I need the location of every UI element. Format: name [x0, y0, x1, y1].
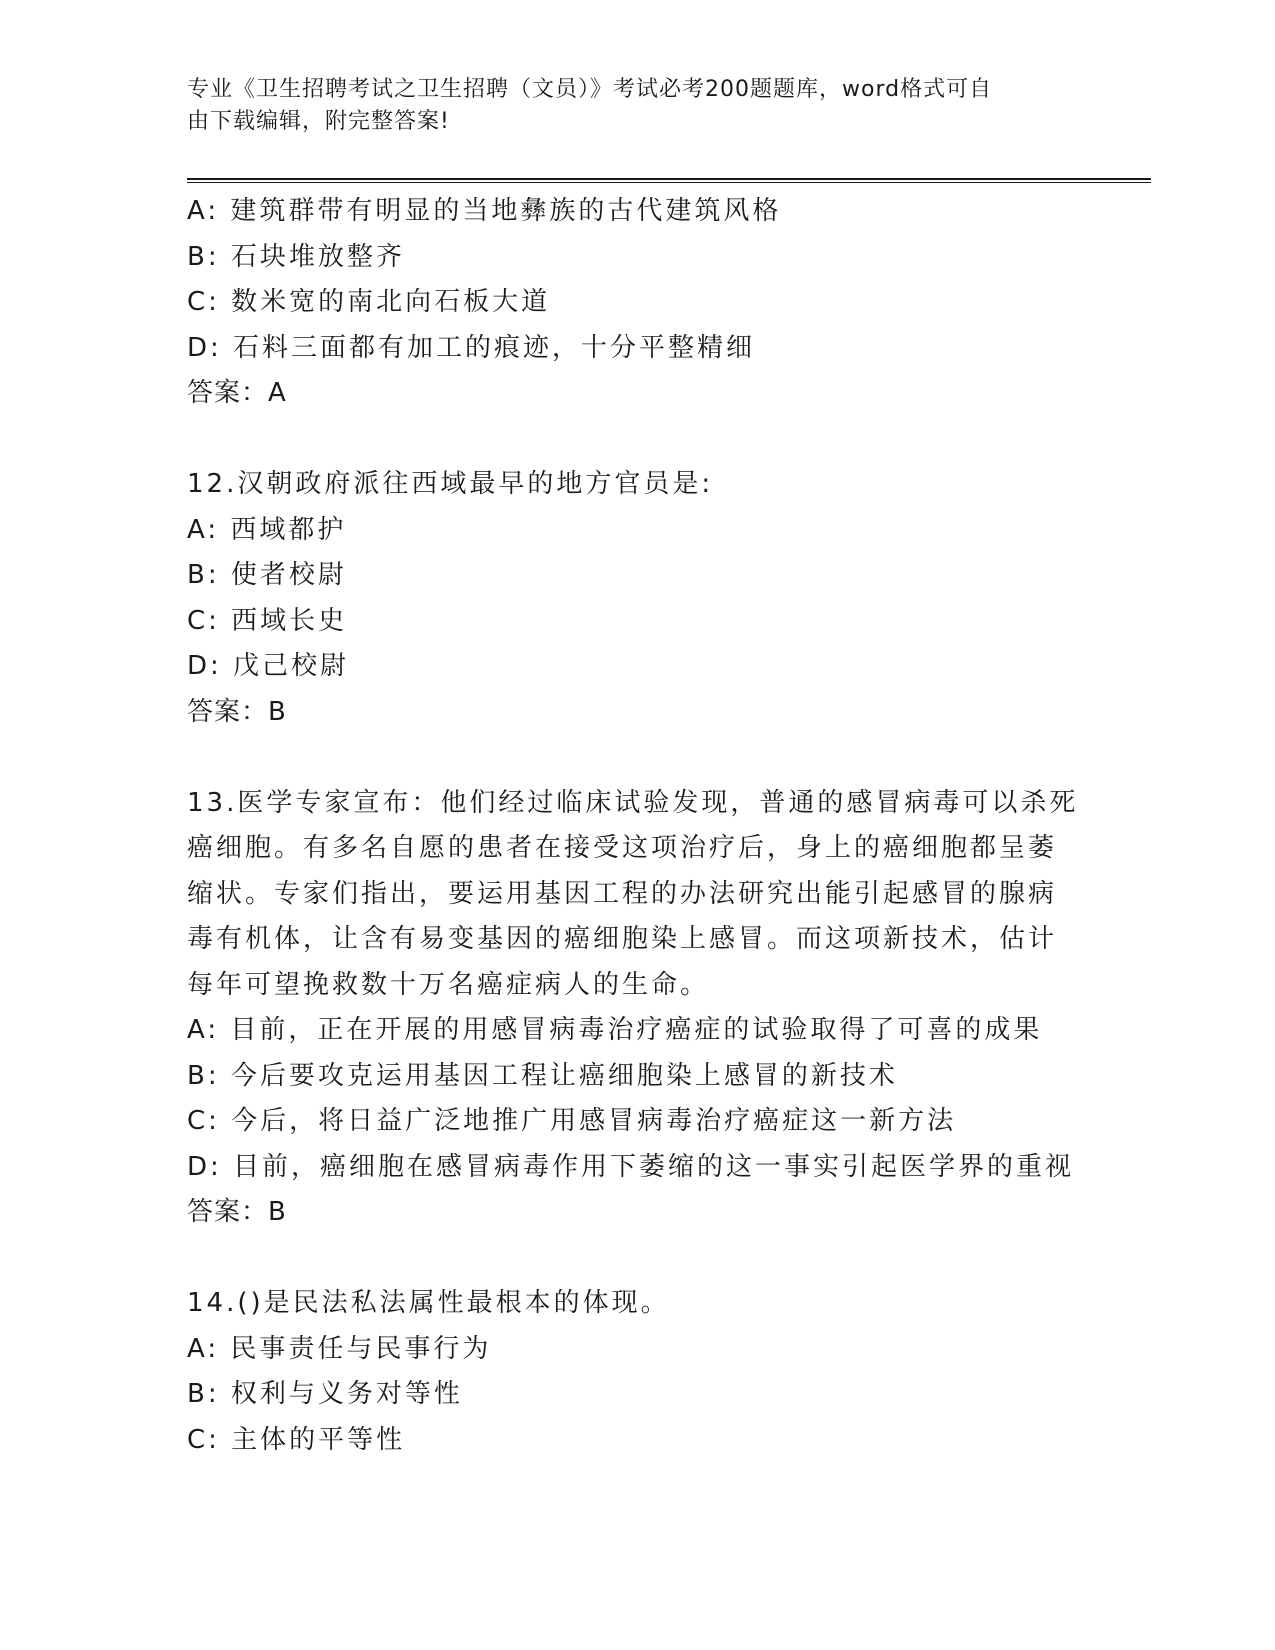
question-stem-line: 癌细胞。有多名自愿的患者在接受这项治疗后，身上的癌细胞都呈萎	[187, 833, 1058, 863]
option-a: A: 建筑群带有明显的当地彝族的古代建筑风格	[187, 196, 782, 226]
option-d: D: 目前，癌细胞在感冒病毒作用下萎缩的这一事实引起医学界的重视	[187, 1151, 1075, 1182]
question-stem: 12.汉朝政府派往西域最早的地方官员是:	[187, 469, 714, 499]
question-14	[187, 1281, 1087, 1463]
spacer	[187, 735, 1087, 781]
option-b: B: 使者校尉	[187, 560, 347, 590]
question-stem-line: 毒有机体，让含有易变基因的癌细胞染上感冒。而这项新技术，估计	[187, 924, 1058, 954]
option-c: C: 主体的平等性	[187, 1424, 406, 1455]
option-d: D: 石料三面都有加工的痕迹，十分平整精细	[187, 332, 756, 363]
answer: 答案：B	[187, 1197, 287, 1227]
header-line-2: 由下载编辑，附完整答案!	[187, 109, 450, 134]
document-header	[187, 74, 1067, 138]
question-11	[187, 189, 1087, 417]
question-12	[187, 462, 1087, 735]
question-stem-line: 缩状。专家们指出，要运用基因工程的办法研究出能引起感冒的腺病	[187, 878, 1058, 909]
option-b: B: 权利与义务对等性	[187, 1379, 463, 1409]
question-stem: 14.()是民法私法属性最根本的体现。	[187, 1288, 670, 1318]
answer: 答案：A	[187, 378, 287, 408]
question-list	[187, 189, 1087, 1463]
option-c: C: 西域长史	[187, 605, 348, 636]
header-line-1: 专业《卫生招聘考试之卫生招聘（文员）》考试必考200题题库，word格式可自	[187, 77, 993, 102]
option-a: A: 民事责任与民事行为	[187, 1333, 492, 1364]
option-a: A: 西域都护	[187, 514, 347, 545]
header-divider	[187, 178, 1151, 183]
spacer	[187, 417, 1087, 463]
answer: 答案：B	[187, 696, 287, 727]
spacer	[187, 1236, 1087, 1282]
option-d: D: 戊己校尉	[187, 651, 350, 681]
option-c: C: 今后，将日益广泛地推广用感冒病毒治疗癌症这一新方法	[187, 1106, 957, 1136]
option-b: B: 今后要攻克运用基因工程让癌细胞染上感冒的新技术	[187, 1060, 898, 1091]
option-b: B: 石块堆放整齐	[187, 241, 405, 272]
question-stem-line: 13.医学专家宣布：他们经过临床试验发现，普通的感冒病毒可以杀死	[187, 787, 1079, 818]
option-a: A: 目前，正在开展的用感冒病毒治疗癌症的试验取得了可喜的成果	[187, 1015, 1043, 1045]
question-stem-line: 每年可望挽救数十万名癌症病人的生命。	[187, 969, 710, 1000]
question-13	[187, 781, 1087, 1236]
option-c: C: 数米宽的南北向石板大道	[187, 287, 551, 317]
